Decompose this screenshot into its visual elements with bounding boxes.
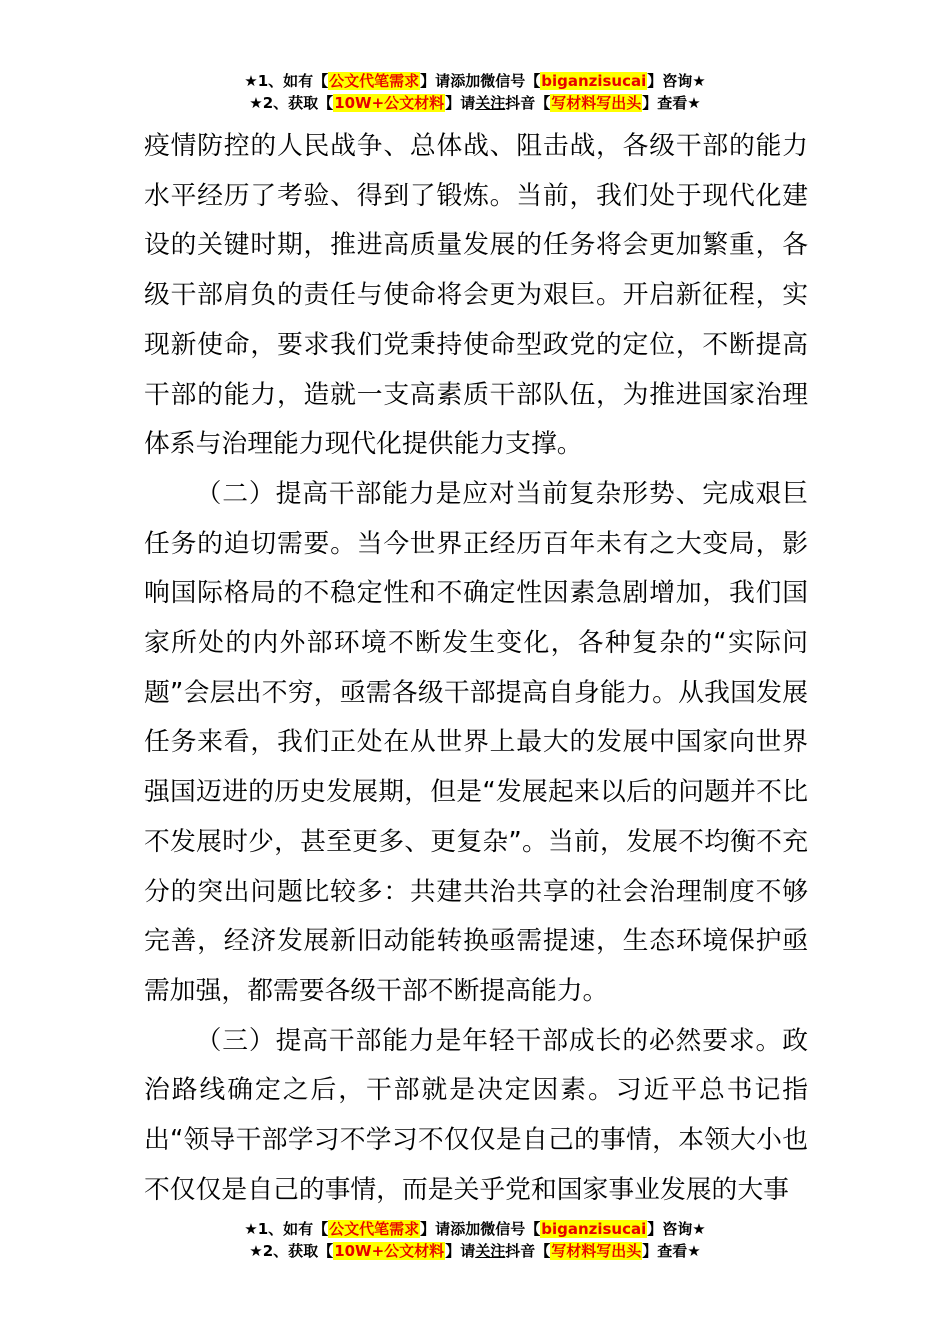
banner-emphasis: 添加 — [450, 1220, 481, 1238]
banner-text: 抖音【 — [505, 1242, 551, 1260]
banner-text: ★2、获取【 — [249, 94, 334, 112]
highlight-service: 公文代笔需求 — [329, 1220, 420, 1238]
banner-line-1 — [0, 70, 950, 92]
header-banner — [0, 70, 950, 114]
banner-line-1 — [0, 1218, 950, 1240]
banner-text: 】咨询★ — [647, 72, 706, 90]
banner-text: 】请 — [445, 94, 476, 112]
highlight-douyin-account: 写材料写出头 — [551, 1242, 642, 1260]
banner-text: ★2、获取【 — [249, 1242, 334, 1260]
highlight-douyin-account: 写材料写出头 — [551, 94, 642, 112]
banner-text: 】咨询★ — [647, 1220, 706, 1238]
banner-text: 】请 — [420, 1220, 451, 1238]
highlight-service: 公文代笔需求 — [329, 72, 420, 90]
banner-line-2 — [0, 92, 950, 114]
highlight-materials: 10W+公文材料 — [334, 94, 445, 112]
banner-text: 】请 — [445, 1242, 476, 1260]
paragraph-1: 疫情防控的人民战争、总体战、阻击战，各级干部的能力水平经历了考验、得到了锻炼。当前，我们处于现代化建设的关键时期，推进高质量发展的任务将会更加繁重，各级干部肩负的责任与使命将会更为艰巨。开启新征程，实现新使命，要求我们党秉持使命型政党的定位，不断提高干部的能力，造就一支高素质干部队伍，为推进国家治理体系与治理能力现代化提供能力支撑。 — [144, 131, 808, 460]
highlight-wechat-id: biganzisucai — [541, 1220, 647, 1238]
banner-text: 微信号【 — [480, 72, 541, 90]
banner-text: ★1、如有【 — [244, 1220, 329, 1238]
banner-text: 】查看★ — [642, 1242, 701, 1260]
banner-text: 】请 — [420, 72, 451, 90]
highlight-materials: 10W+公文材料 — [334, 1242, 445, 1260]
banner-line-2 — [0, 1240, 950, 1262]
paragraph-3: （三）提高干部能力是年轻干部成长的必然要求。政治路线确定之后，干部就是决定因素。习近平总书记指出“领导干部学习不学习不仅仅是自己的事情，本领大小也不仅仅是自己的事情，而是关乎党和国家事业发展的大事 — [144, 1025, 808, 1205]
paragraph-2: （二）提高干部能力是应对当前复杂形势、完成艰巨任务的迫切需要。当今世界正经历百年未有之大变局，影响国际格局的不稳定性和不确定性因素急剧增加，我们国家所处的内外部环境不断发生变化，各种复杂的“实际问题”会层出不穷，亟需各级干部提高自身能力。从我国发展任务来看，我们正处在从世界上最大的发展中国家向世界强国迈进的历史发展期，但是“发展起来以后的问题并不比不发展时少，甚至更多、更复杂”。当前，发展不均衡不充分的突出问题比较多：共建共治共享的社会治理制度不够完善，经济发展新旧动能转换亟需提速，生态环境保护亟需加强，都需要各级干部不断提高能力。 — [144, 478, 808, 1006]
banner-text: 微信号【 — [480, 1220, 541, 1238]
banner-emphasis: 关注 — [475, 1242, 506, 1260]
banner-text: ★1、如有【 — [244, 72, 329, 90]
banner-text: 抖音【 — [505, 94, 551, 112]
document-body — [144, 122, 808, 1215]
banner-text: 】查看★ — [642, 94, 701, 112]
highlight-wechat-id: biganzisucai — [541, 72, 647, 90]
footer-banner — [0, 1218, 950, 1262]
banner-emphasis: 关注 — [475, 94, 506, 112]
banner-emphasis: 添加 — [450, 72, 481, 90]
